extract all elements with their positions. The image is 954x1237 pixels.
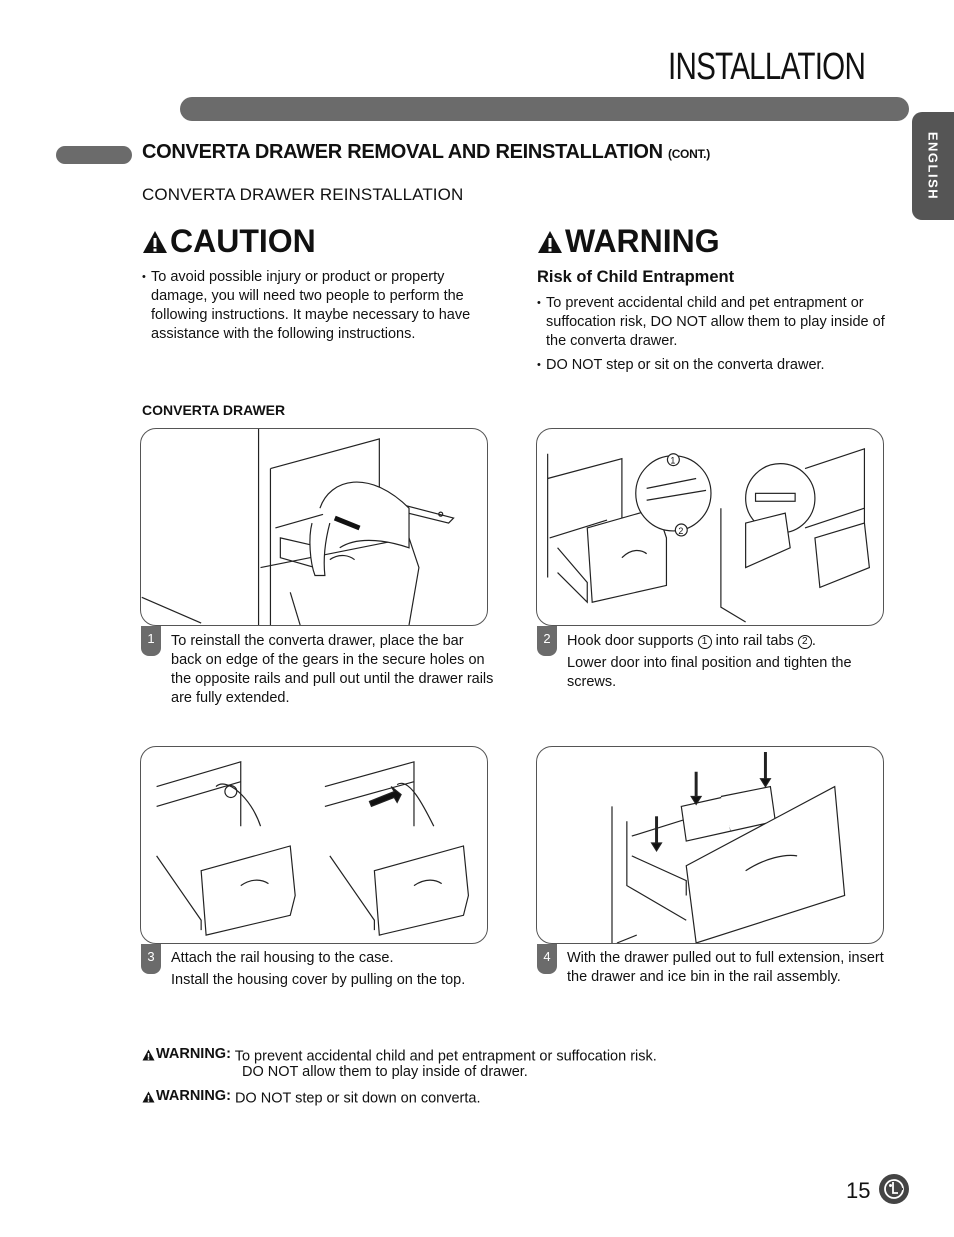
- caution-item: • To avoid possible injury or product or property damage, you will need two people to perform the following instructions. It maybe necessary to have assistance with the following instructions.: [142, 268, 502, 344]
- subsection-title: CONVERTA DRAWER REINSTALLATION: [142, 185, 464, 204]
- step-3-line: Attach the rail housing to the case.: [171, 950, 394, 966]
- bottom-warning-2: [142, 1087, 480, 1109]
- step-4-line: With the drawer pulled out to full extension, insert the drawer and ice bin in the rail assembly.: [567, 950, 884, 985]
- caution-list: [142, 268, 502, 349]
- callout-2: 2: [798, 635, 812, 649]
- step-1-number: 1: [141, 626, 161, 656]
- bottom-warning-label: [142, 1045, 231, 1064]
- caution-heading: [142, 223, 316, 260]
- svg-text:2: 2: [678, 525, 684, 536]
- warning-item: • To prevent accidental child and pet entrapment or suffocation risk, DO NOT allow them to play inside of the converta drawer.: [537, 294, 885, 351]
- step-4-illustration: [536, 746, 884, 944]
- step-4-number: 4: [537, 944, 557, 974]
- lg-logo: [879, 1174, 909, 1204]
- language-tab: [912, 112, 954, 220]
- warning-triangle-icon: [142, 230, 168, 254]
- step-3-text: [171, 949, 496, 993]
- section-title-cont: (CONT.): [668, 147, 710, 161]
- warning-list: [537, 294, 885, 380]
- page-number: 15: [846, 1178, 871, 1203]
- step-2-line-2: Lower door into final position and tighten the screws.: [567, 655, 852, 690]
- page-header-title: INSTALLATION: [668, 46, 866, 88]
- warning-triangle-icon: [537, 230, 563, 254]
- bottom-warning-label-text: WARNING:: [156, 1088, 231, 1104]
- step-2-number: 2: [537, 626, 557, 656]
- language-tab-label: ENGLISH: [925, 131, 941, 201]
- section-title-text: CONVERTA DRAWER REMOVAL AND REINSTALLATION: [142, 141, 663, 163]
- step-3-line: Install the housing cover by pulling on the top.: [171, 972, 466, 988]
- section-title: [142, 141, 710, 164]
- step-2-text-c: .: [811, 633, 816, 649]
- warning-item: • DO NOT step or sit on the converta drawer.: [537, 356, 885, 375]
- step-1-line: To reinstall the converta drawer, place the bar back on edge of the gears in the secure holes on the opposite rails and pull out until the drawer rails are fully extended.: [171, 633, 494, 706]
- warning-subheading: Risk of Child Entrapment: [537, 268, 735, 286]
- warning-heading: [537, 223, 720, 260]
- header-bar: [180, 97, 909, 121]
- figure-label: CONVERTA DRAWER: [142, 402, 286, 418]
- step-2-text-a: Hook door supports: [567, 633, 694, 649]
- warning-triangle-icon: [142, 1091, 155, 1103]
- section-marker: [56, 146, 132, 164]
- lg-logo-icon: [879, 1174, 909, 1204]
- bottom-warning-text: DO NOT step or sit down on converta.: [234, 1090, 481, 1107]
- svg-text:1: 1: [670, 455, 676, 466]
- warning-triangle-icon: [142, 1049, 155, 1061]
- bottom-warning-1-continued: DO NOT allow them to play inside of drawer.: [242, 1064, 528, 1080]
- step-3-number: 3: [141, 944, 161, 974]
- step-1-text: [171, 632, 496, 711]
- step-2-text-b: into rail tabs: [715, 633, 794, 649]
- warning-heading-text: WARNING: [565, 223, 720, 259]
- step-2-illustration: [536, 428, 884, 626]
- caution-heading-text: CAUTION: [170, 223, 316, 259]
- callout-1: 1: [698, 635, 712, 649]
- step-2-text: [567, 632, 887, 695]
- bottom-warning-text: To prevent accidental child and pet entrapment or suffocation risk.: [234, 1048, 657, 1065]
- step-1-illustration: [140, 428, 488, 626]
- bottom-warning-label: [142, 1087, 231, 1106]
- step-3-illustration: [140, 746, 488, 944]
- step-2-line-1: [567, 632, 887, 651]
- bottom-warning-label-text: WARNING:: [156, 1046, 231, 1062]
- step-4-text: [567, 949, 887, 990]
